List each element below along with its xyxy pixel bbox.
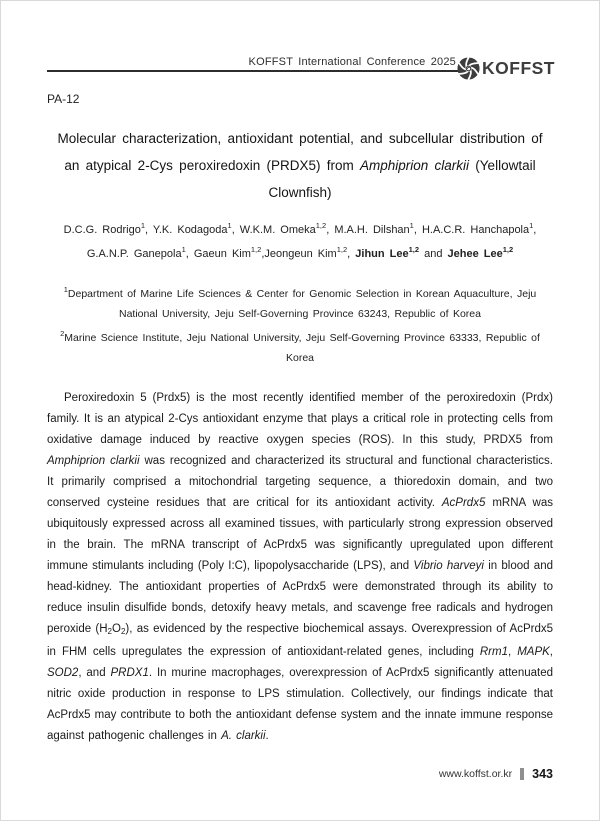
website-url: www.koffst.or.kr [438,768,513,780]
abstract-page [47,1,553,747]
page-number: 343 [532,767,553,781]
koffst-pinwheel-icon [456,56,481,81]
koffst-logo-text: KOFFST [482,58,555,78]
koffst-logo [456,56,555,81]
authors-line: D.C.G. Rodrigo$^1$, Y.K. Kodagoda$^1$, W.K.M. Omeka$^{1,2}$, M.A.H. Dilshan$^1$, H.A.C.R. Hanchapola$^1$, G.A.N.P. Ganepola$^1$, Gaeun Kim$^{1,2}$,Jeongeun Kim$^{1,2}$, Jihun Lee$^{1,2}$ and Jehee Lee$^{1,2}$ [63,221,537,260]
paper-title: Molecular characterization, antioxidant potential, and subcellular distribution of an atypical 2-Cys peroxiredoxin (PRDX5) from Amphiprion clarkii (Yellowtail Clownfish) [57,131,543,200]
affiliations [47,280,553,368]
page-footer [439,767,553,781]
paper-id: PA-12 [47,92,80,106]
abstract-body: Peroxiredoxin 5 (Prdx5) is the most recently identified member of the peroxiredoxin (Prdx) family. It is an atypical 2-Cys antioxidant enzyme that plays a critical role in protecting cells from oxidative damage induced by reactive oxygen species (ROS). In this study, PRDX5 from Amphiprion clarkii was recognized and characterized its structural and functional characteristics. It primarily comprised a mitochondrial targeting sequence, a thioredoxin domain, and two conserved cysteine residues that are critical for its antioxidant activity. AcPrdx5 mRNA was ubiquitously expressed across all examined tissues, with particularly strong expression observed in the brain. The mRNA transcript of AcPrdx5 was significantly upregulated upon different immune stimulants including (Poly I:C), lipopolysaccharide (LPS), and Vibrio harveyi in blood and head-kidney. The antioxidant properties of AcPrdx5 were demonstrated through its ability to reduce insulin disulfide bonds, detoxify heavy metals, and scavenge free radicals and hydrogen peroxide $(H_2O_2)$, as evidenced by the respective biochemical assays. Overexpression of AcPrdx5 in FHM cells upregulates the expression of antioxidant-related genes, including Rrm1, MAPK, SOD2, and PRDX1. In murine macrophages, overexpression of AcPrdx5 significantly attenuated nitric oxide production in response to LPS stimulation. Collectively, our findings indicate that AcPrdx5 may contribute to both the antioxidant defense system and the innate immune response against pathogenic challenges in A. clarkii. [47,392,553,742]
affiliation-2: $^2$Marine Science Institute, Jeju National University, Jeju Self-Governing Province 63333, Republic of Korea [60,329,540,364]
header-rule [47,70,462,72]
footer-separator-bar [520,768,524,780]
affiliation-1: $^1$Department of Marine Life Sciences & Center for Genomic Selection in Korean Aquaculture, Jeju National University, Jeju Self-Governing Province 63243, Republic of Korea [63,285,537,320]
conference-title: KOFFST International Conference 2025 [248,56,456,68]
page-header [47,1,555,78]
